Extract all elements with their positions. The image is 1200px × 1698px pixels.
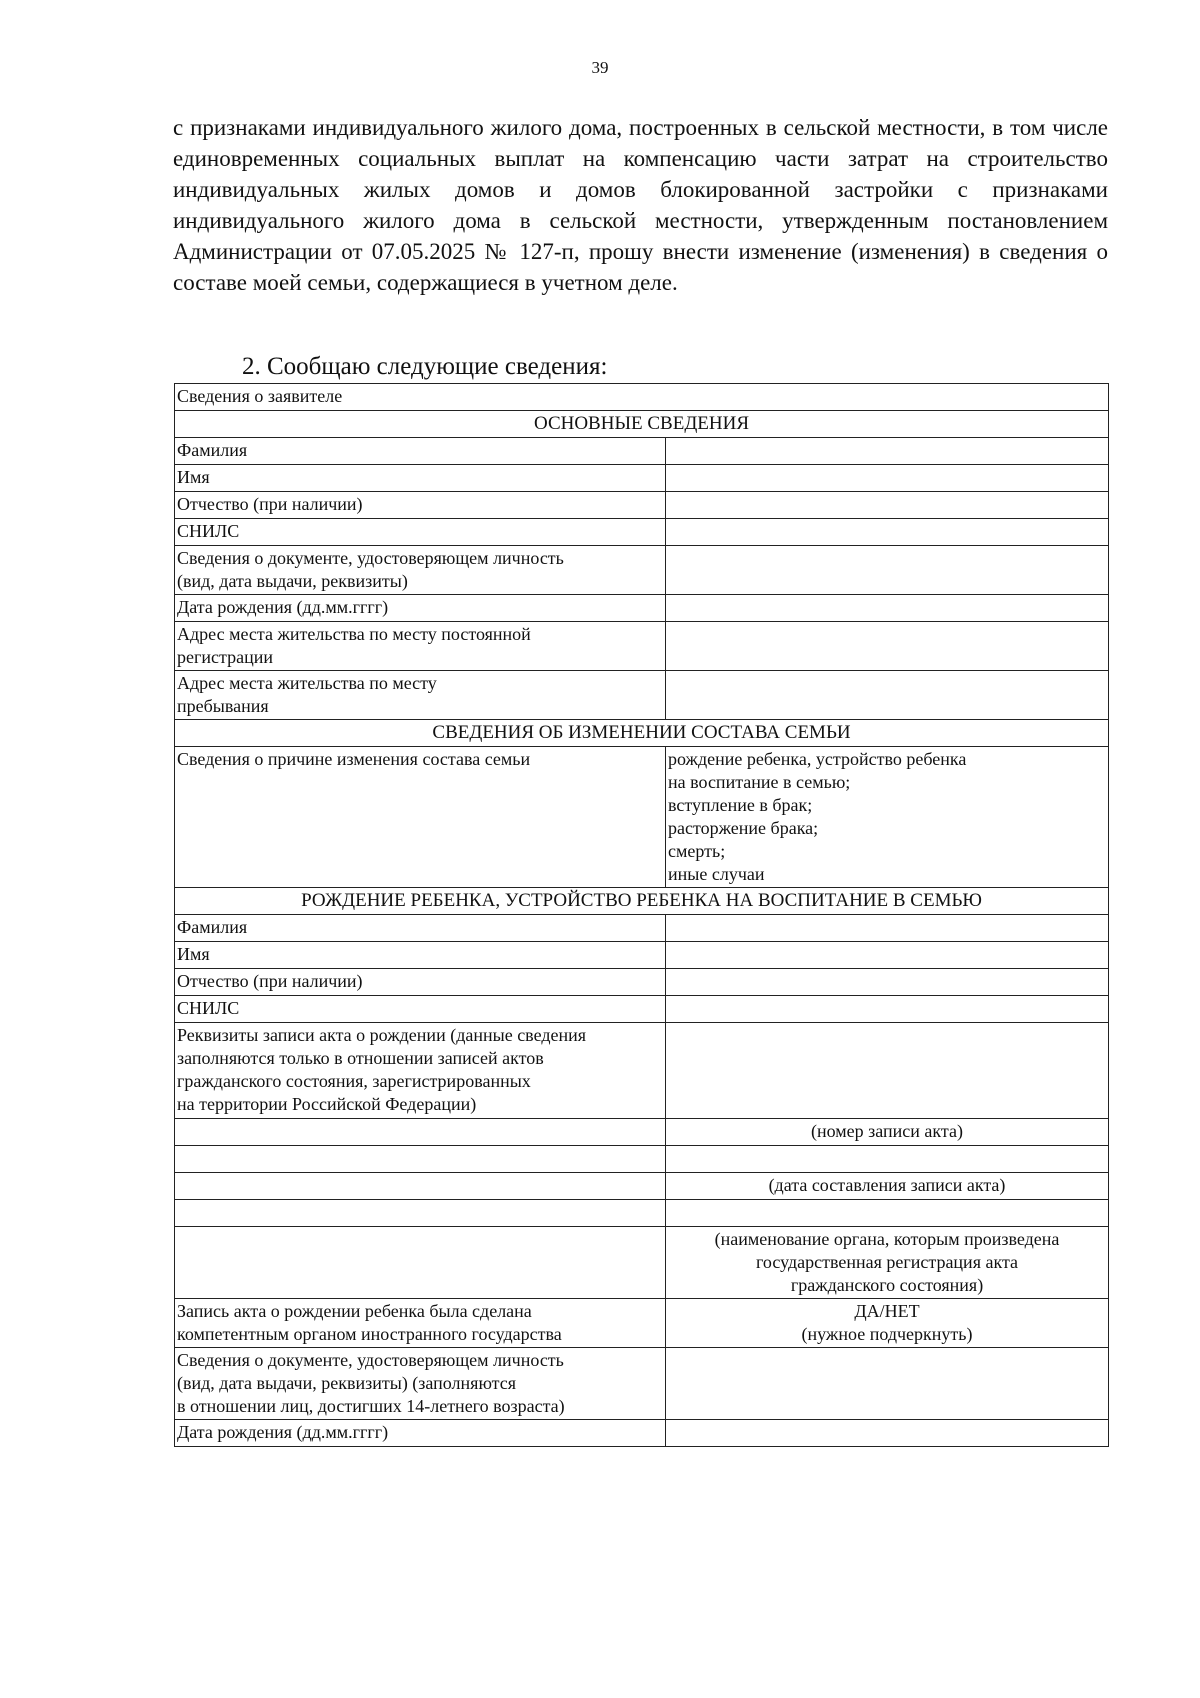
basic-row <box>175 465 1109 492</box>
child-document-row <box>175 1348 1109 1420</box>
information-form-table <box>174 383 1109 1447</box>
patronymic-field[interactable] <box>666 492 1109 519</box>
snils-label: СНИЛС <box>175 519 666 546</box>
child-snils-label: СНИЛС <box>175 996 666 1023</box>
family-change-reason-label: Сведения о причине изменения состава семьи <box>175 747 666 888</box>
identity-document-field[interactable] <box>666 546 1109 595</box>
record-number-row <box>175 1119 1109 1146</box>
child-snils-field[interactable] <box>666 996 1109 1023</box>
child-name-label: Имя <box>175 942 666 969</box>
record-date-blank <box>175 1173 666 1200</box>
birth-record-label: Реквизиты записи акта о рождении (данные сведения заполняются только в отношении записей актов гражданского состояния, зарегистрированных на территории Российской Федерации) <box>175 1023 666 1119</box>
birth-header-row <box>175 888 1109 915</box>
name-label: Имя <box>175 465 666 492</box>
foreign-record-label: Запись акта о рождении ребенка была сделана компетентным органом иностранного государства <box>175 1299 666 1348</box>
birth-row <box>175 969 1109 996</box>
child-document-field[interactable] <box>666 1348 1109 1420</box>
birth-row <box>175 942 1109 969</box>
identity-document-label: Сведения о документе, удостоверяющем личность (вид, дата выдачи, реквизиты) <box>175 546 666 595</box>
child-birthdate-field[interactable] <box>666 1420 1109 1447</box>
basic-row <box>175 546 1109 595</box>
birth-date-field[interactable] <box>666 595 1109 622</box>
child-surname-field[interactable] <box>666 915 1109 942</box>
birth-section-header: РОЖДЕНИЕ РЕБЕНКА, УСТРОЙСТВО РЕБЕНКА НА ВОСПИТАНИЕ В СЕМЬЮ <box>175 888 1109 915</box>
child-document-label: Сведения о документе, удостоверяющем личность (вид, дата выдачи, реквизиты) (заполняются в отношении лиц, достигших 14-летнего возраста) <box>175 1348 666 1420</box>
basic-section-header: ОСНОВНЫЕ СВЕДЕНИЯ <box>175 411 1109 438</box>
basic-row <box>175 671 1109 720</box>
birth-record-row <box>175 1023 1109 1119</box>
registration-body-field[interactable] <box>175 1227 666 1299</box>
record-date-spacer-cell <box>666 1200 1109 1227</box>
section-heading: 2. Сообщаю следующие сведения: <box>242 353 608 380</box>
applicant-caption: Сведения о заявителе <box>175 384 1109 411</box>
child-name-field[interactable] <box>666 942 1109 969</box>
basic-row <box>175 438 1109 465</box>
basic-header-row <box>175 411 1109 438</box>
record-number-blank <box>175 1119 666 1146</box>
temporary-address-label: Адрес места жительства по месту пребывания <box>175 671 666 720</box>
registration-body-row <box>175 1227 1109 1299</box>
record-spacer-row <box>175 1146 1109 1173</box>
foreign-record-choice[interactable]: ДА/НЕТ (нужное подчеркнуть) <box>666 1299 1109 1348</box>
permanent-address-label: Адрес места жительства по месту постоянной регистрации <box>175 622 666 671</box>
page-number: 39 <box>591 58 609 77</box>
patronymic-label: Отчество (при наличии) <box>175 492 666 519</box>
surname-field[interactable] <box>666 438 1109 465</box>
applicant-caption-row <box>175 384 1109 411</box>
child-patronymic-label: Отчество (при наличии) <box>175 969 666 996</box>
record-date-row <box>175 1173 1109 1200</box>
registration-body-caption: (наименование органа, которым произведена государственная регистрация акта гражданского состояния) <box>666 1227 1109 1299</box>
temporary-address-field[interactable] <box>666 671 1109 720</box>
basic-row <box>175 519 1109 546</box>
child-patronymic-field[interactable] <box>666 969 1109 996</box>
permanent-address-field[interactable] <box>666 622 1109 671</box>
basic-row <box>175 595 1109 622</box>
record-number-field[interactable] <box>175 1146 666 1173</box>
birth-date-label: Дата рождения (дд.мм.гггг) <box>175 595 666 622</box>
surname-label: Фамилия <box>175 438 666 465</box>
birth-record-field[interactable] <box>666 1023 1109 1119</box>
family-change-row <box>175 747 1109 888</box>
family-change-reason-options[interactable]: рождение ребенка, устройство ребенка на воспитание в семью; вступление в брак; расторжение брака; смерть; иные случаи <box>666 747 1109 888</box>
basic-row <box>175 492 1109 519</box>
intro-paragraph: с признаками индивидуального жилого дома, построенных в сельской местности, в том числе единовременных социальных выплат на компенсацию части затрат на строительство индивидуальных жилых домов и домов блокированной застройки с признаками индивидуального жилого дома в сельской местности, утвержденным постановлением Администрации от 07.05.2025 № 127-п, прошу внести изменение (изменения) в сведения о составе моей семьи, содержащиеся в учетном деле. <box>173 115 1108 295</box>
child-surname-label: Фамилия <box>175 915 666 942</box>
name-field[interactable] <box>666 465 1109 492</box>
family-change-section-header: СВЕДЕНИЯ ОБ ИЗМЕНЕНИИ СОСТАВА СЕМЬИ <box>175 720 1109 747</box>
basic-row <box>175 622 1109 671</box>
child-birthdate-row <box>175 1420 1109 1447</box>
birth-row <box>175 996 1109 1023</box>
record-spacer-cell <box>666 1146 1109 1173</box>
record-date-caption: (дата составления записи акта) <box>666 1173 1109 1200</box>
record-date-spacer-row <box>175 1200 1109 1227</box>
family-change-header-row <box>175 720 1109 747</box>
foreign-record-row <box>175 1299 1109 1348</box>
child-birthdate-label: Дата рождения (дд.мм.гггг) <box>175 1420 666 1447</box>
birth-row <box>175 915 1109 942</box>
record-date-field[interactable] <box>175 1200 666 1227</box>
record-number-caption: (номер записи акта) <box>666 1119 1109 1146</box>
snils-field[interactable] <box>666 519 1109 546</box>
